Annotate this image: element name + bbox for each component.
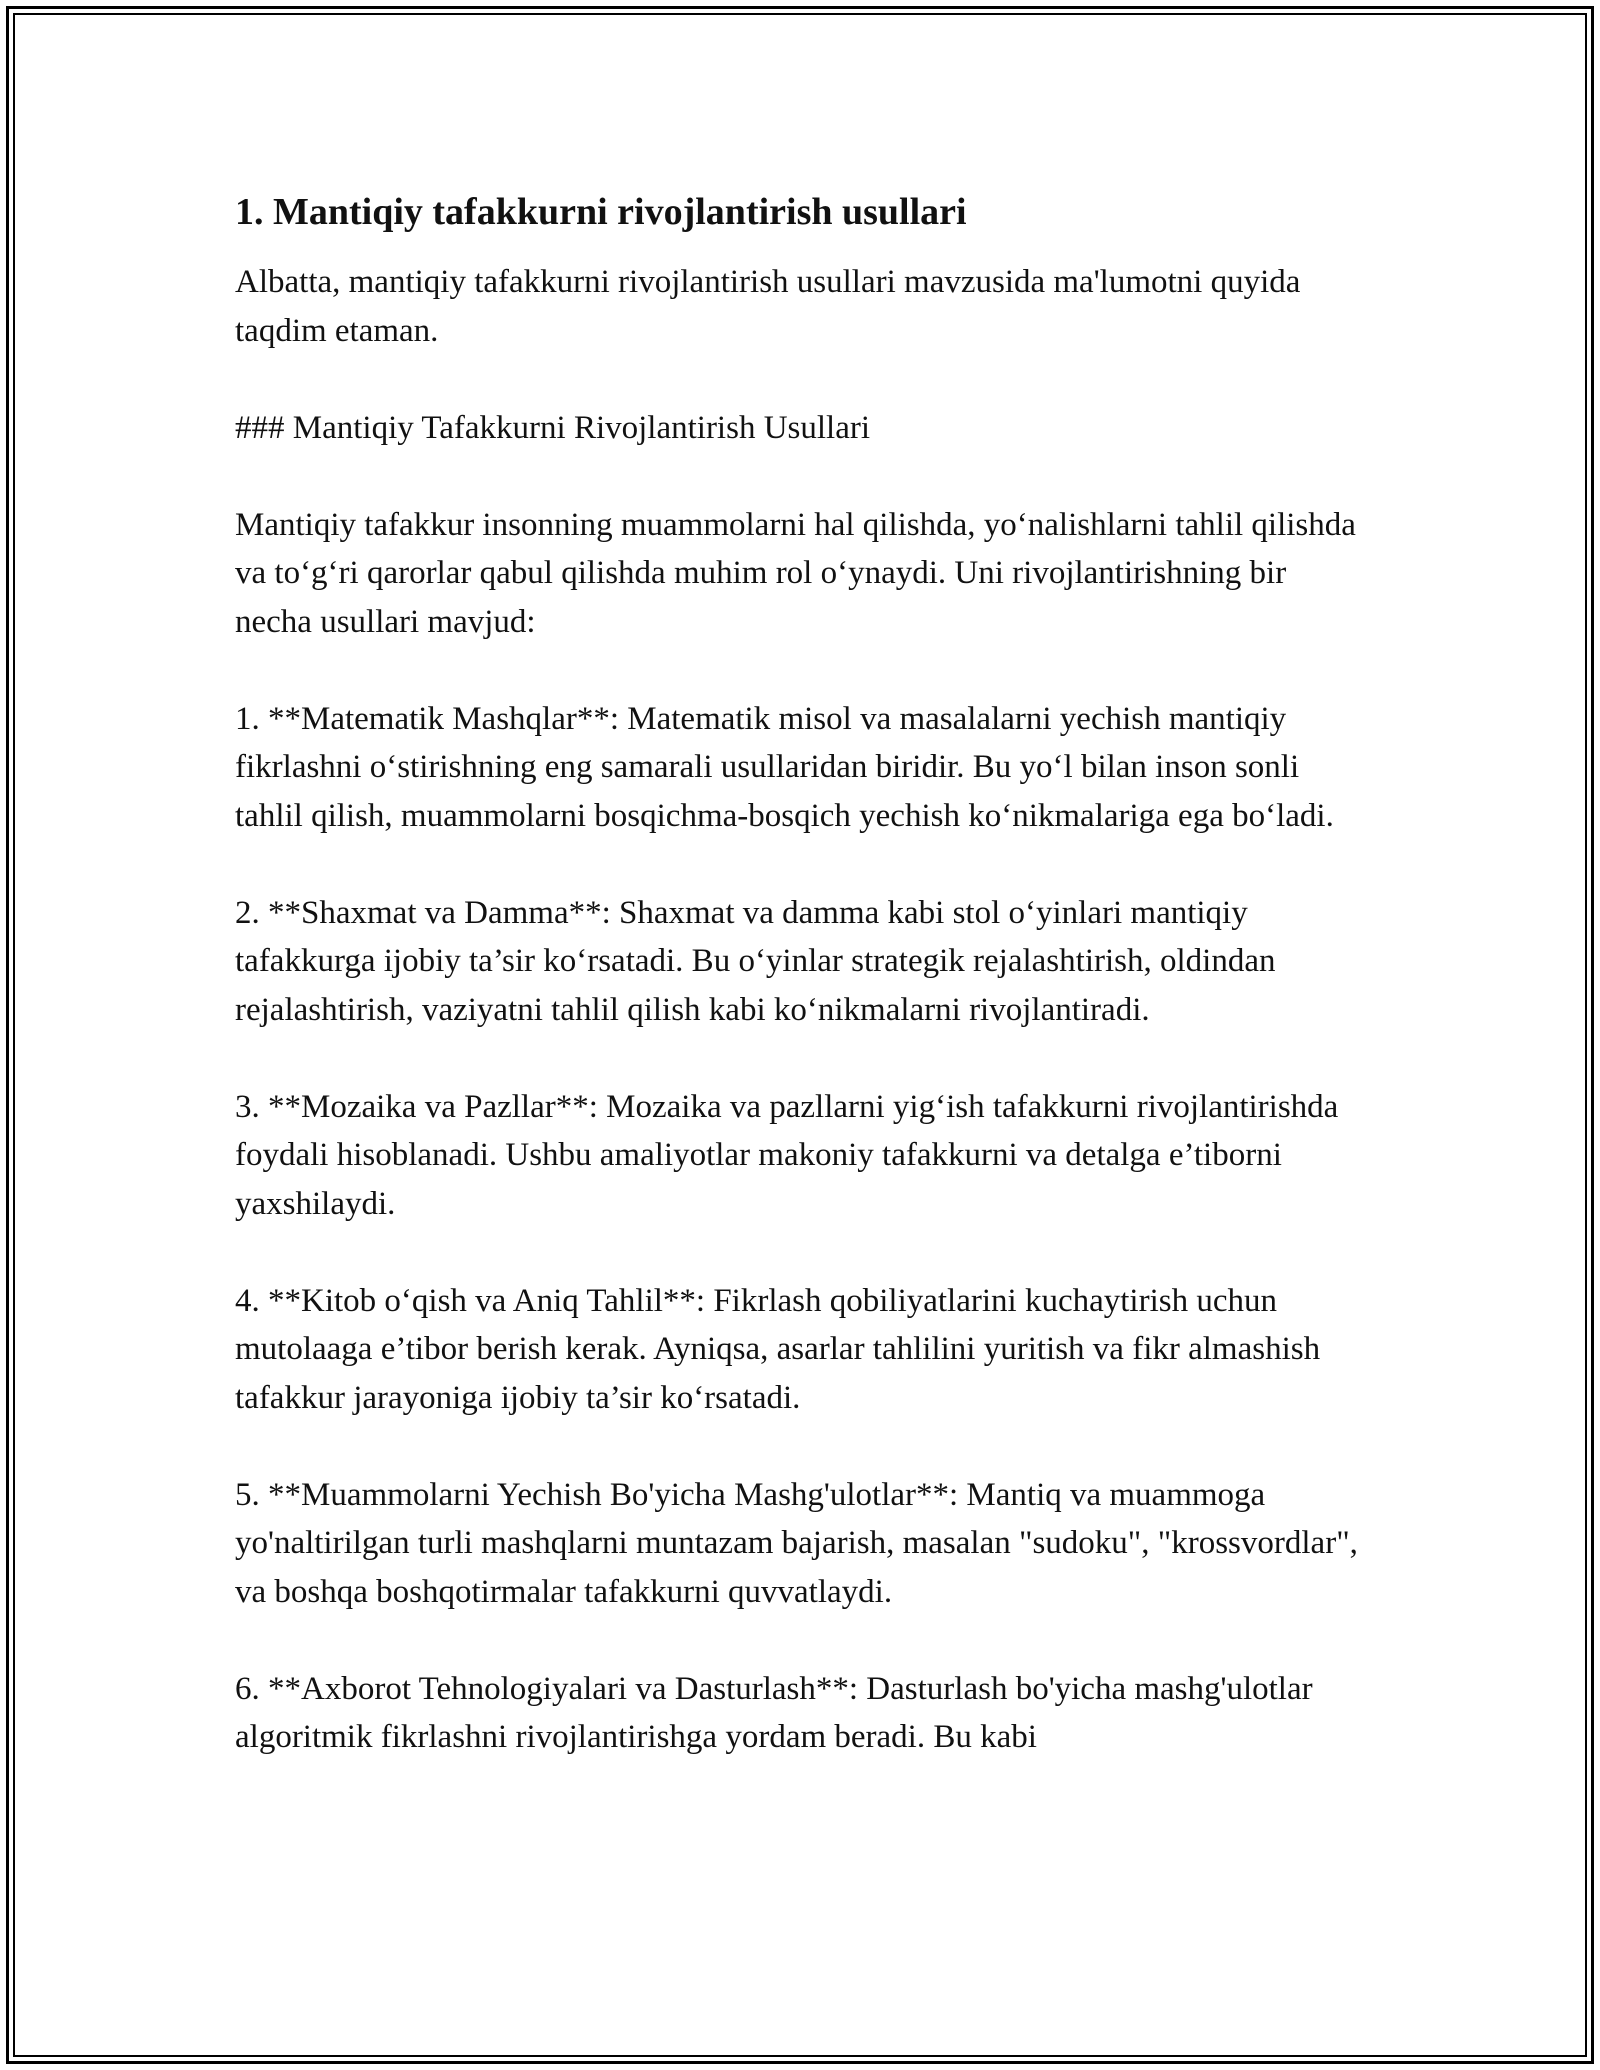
paragraph-item-4: 4. **Kitob o‘qish va Aniq Tahlil**: Fikrlash qobiliyatlarini kuchaytirish uchun mutolaaga e’tibor berish kerak. Ayniqsa, asarlar tahlilini yuritish va fikr almashish tafakkur jarayoniga ijobiy ta’sir ko‘rsatadi.	[235, 1282, 1321, 1416]
paragraph-overview: Mantiqiy tafakkur insonning muammolarni hal qilishda, yo‘nalishlarni tahlil qilishda va to‘g‘ri qarorlar qabul qilishda muhim rol o‘ynaydi. Uni rivojlantirishning bir necha usullari mavjud:	[235, 506, 1356, 640]
document-heading: 1. Mantiqiy tafakkurni rivojlantirish usullari	[235, 191, 967, 233]
paragraph-item-1: 1. **Matematik Mashqlar**: Matematik misol va masalalarni yechish mantiqiy fikrlashni o‘stirishning eng samarali usullaridan biridir. Bu yo‘l bilan inson sonli tahlil qilish, muammolarni bosqichma-bosqich yechish ko‘nikmalariga ega bo‘ladi.	[235, 700, 1334, 834]
paragraph-item-6: 6. **Axborot Tehnologiyalari va Dasturlash**: Dasturlash bo'yicha mashg'ulotlar algoritmik fikrlashni rivojlantirishga yordam beradi. Bu kabi	[235, 1670, 1313, 1755]
paragraph-intro: Albatta, mantiqiy tafakkurni rivojlantirish usullari mavzusida ma'lumotni quyida taqdim etaman.	[235, 264, 1301, 349]
paragraph-item-3: 3. **Mozaika va Pazllar**: Mozaika va pazllarni yig‘ish tafakkurni rivojlantirishda foydali hisoblanadi. Ushbu amaliyotlar makoniy tafakkurni va detalga e’tiborni yaxshilaydi.	[235, 1088, 1339, 1222]
document-body	[235, 180, 1365, 1762]
paragraph-subheading: ### Mantiqiy Tafakkurni Rivojlantirish Usullari	[235, 409, 871, 446]
paragraph-item-2: 2. **Shaxmat va Damma**: Shaxmat va damma kabi stol o‘yinlari mantiqiy tafakkurga ijobiy ta’sir ko‘rsatadi. Bu o‘yinlar strategik rejalashtirish, oldindan rejalashtirish, vaziyatni tahlil qilish kabi ko‘nikmalarni rivojlantiradi.	[235, 894, 1276, 1028]
paragraph-item-5: 5. **Muammolarni Yechish Bo'yicha Mashg'ulotlar**: Mantiq va muammoga yo'naltirilgan turli mashqlarni muntazam bajarish, masalan "sudoku", "krossvordlar", va boshqa boshqotirmalar tafakkurni quvvatlaydi.	[235, 1476, 1358, 1610]
